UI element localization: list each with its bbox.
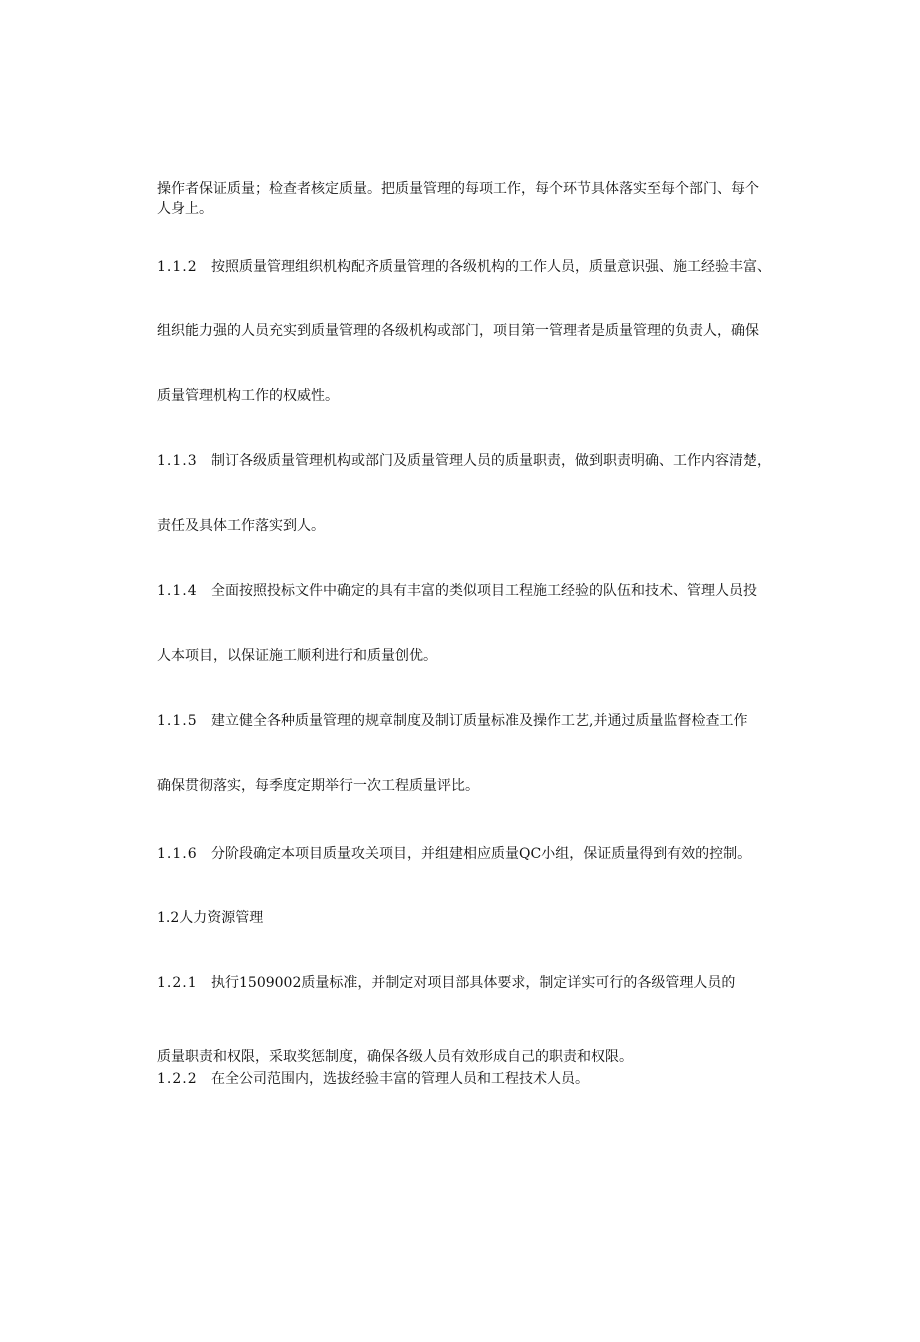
- section-number: 1.2.1: [157, 975, 198, 991]
- paragraph-line-1-2-1: [157, 974, 735, 992]
- paragraph-line: 组织能力强的人员充实到质量管理的各级机构或部门，项目第一管理者是质量管理的负责人，确保: [157, 323, 759, 339]
- paragraph-text: 制订各级质量管理机构或部门及质量管理人员的质量职责，做到职责明确、工作内容清楚，: [211, 453, 771, 469]
- paragraph-line: 责任及具体工作落实到人。: [157, 518, 325, 534]
- paragraph-text: 建立健全各种质量管理的规章制度及制订质量标准及操作工艺,并通过质量监督检查工作: [211, 713, 748, 729]
- paragraph-text: 按照质量管理组织机构配齐质量管理的各级机构的工作人员，质量意识强、施工经验丰富、: [211, 259, 771, 275]
- section-heading-1-2: 1.2人力资源管理: [157, 910, 264, 926]
- paragraph-line-1-1-6: [157, 845, 751, 863]
- paragraph-text: 分阶段确定本项目质量攻关项目，并组建相应质量QC小组，保证质量得到有效的控制。: [211, 846, 752, 862]
- paragraph-text: 在全公司范围内，选拔经验丰富的管理人员和工程技术人员。: [211, 1071, 589, 1087]
- paragraph-line-1-1-3: [157, 452, 771, 470]
- paragraph-line: 人本项目，以保证施工顺利进行和质量创优。: [157, 648, 437, 664]
- paragraph-line: 操作者保证质量；检查者核定质量。把质量管理的每项工作，每个环节具体落实至每个部门、每个: [157, 181, 759, 197]
- paragraph-line: 人身上。: [157, 201, 213, 217]
- section-number: 1.2.2: [157, 1071, 198, 1087]
- paragraph-line-1-1-5: [157, 712, 747, 730]
- paragraph-line: 质量职责和权限，采取奖惩制度，确保各级人员有效形成自己的职责和权限。: [157, 1049, 633, 1065]
- paragraph-line: 确保贯彻落实，每季度定期举行一次工程质量评比。: [157, 778, 479, 794]
- paragraph-text: 执行1509002质量标准，并制定对项目部具体要求，制定详实可行的各级管理人员的: [211, 975, 736, 991]
- section-number: 1.1.2: [157, 259, 198, 275]
- section-number: 1.1.3: [157, 453, 198, 469]
- paragraph-line: 质量管理机构工作的权威性。: [157, 388, 339, 404]
- paragraph-line-1-2-2: [157, 1070, 589, 1088]
- section-number: 1.1.6: [157, 846, 198, 862]
- paragraph-text: 全面按照投标文件中确定的具有丰富的类似项目工程施工经验的队伍和技术、管理人员投: [211, 583, 757, 599]
- section-number: 1.1.4: [157, 583, 198, 599]
- paragraph-line-1-1-4: [157, 582, 757, 600]
- paragraph-line-1-1-2: [157, 258, 771, 276]
- section-number: 1.1.5: [157, 713, 198, 729]
